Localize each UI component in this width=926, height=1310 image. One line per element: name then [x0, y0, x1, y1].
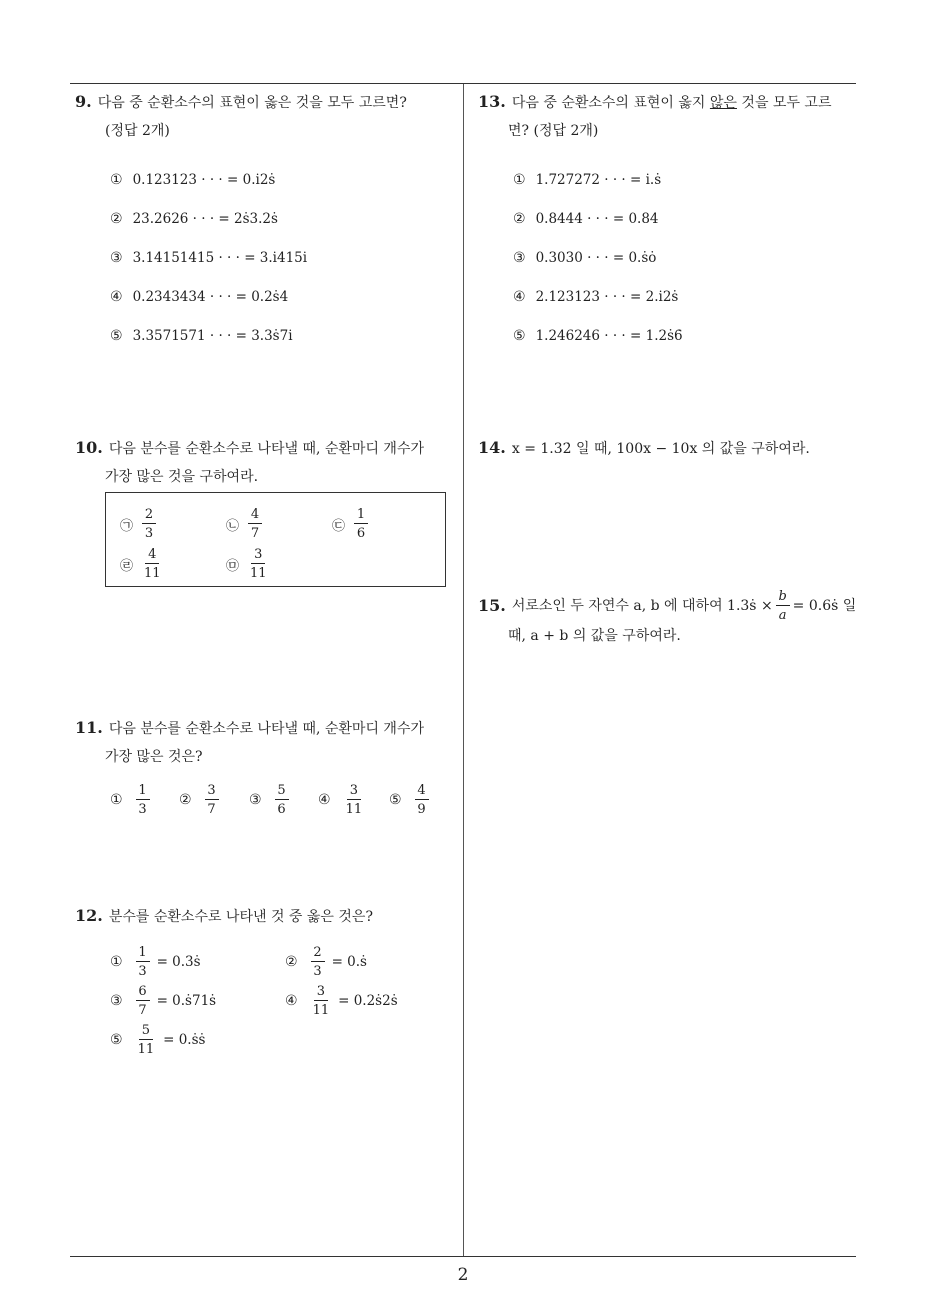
question-text-line1-b: = 0.6ṡ 일 [792, 598, 857, 614]
option-marker: ⑤ [110, 1032, 123, 1048]
option-marker: ④ [285, 993, 298, 1009]
numerator: 5 [139, 1024, 153, 1040]
option-marker: ① [513, 172, 526, 188]
option-rhs: = 0.ṡ [331, 954, 367, 970]
option-marker: ② [110, 211, 123, 227]
fraction [205, 784, 219, 816]
numerator: 3 [314, 985, 328, 1001]
option-text: 0.3030 · · · = 0.ṡȯ [535, 250, 657, 266]
option-marker: ③ [249, 792, 262, 808]
option-rhs: = 0.3ṡ [156, 954, 201, 970]
q13-option-3[interactable] [513, 250, 656, 266]
question-number: 9. [75, 92, 92, 111]
fraction [136, 946, 150, 978]
question-text-line1-a: 다음 중 순환소수의 표현이 옳지 [511, 95, 710, 111]
q11-option-1[interactable] [110, 784, 153, 816]
q12-option-4[interactable] [285, 985, 398, 1017]
option-text: 1.727272 · · · = i.ṡ [535, 172, 662, 188]
denominator: 7 [250, 526, 260, 541]
question-text-line2: (정답 2개) [105, 123, 170, 139]
option-text: 0.8444 · · · = 0.84̇ [535, 211, 659, 227]
option-marker: ④ [318, 792, 331, 808]
fraction [415, 784, 429, 816]
q13-option-1[interactable] [513, 172, 661, 188]
option-text: 3.14151415 · · · = 3.i415i [132, 250, 308, 266]
question-text-line1: 다음 분수를 순환소수로 나타낼 때, 순환마디 개수가 [108, 441, 424, 457]
denominator: 6 [356, 526, 366, 541]
denominator: 11 [250, 566, 267, 581]
fraction [142, 548, 163, 580]
numerator: 3 [205, 784, 219, 800]
option-text: 0.2343434 · · · = 0.2ṡ4̇ [132, 289, 289, 305]
option-marker: ③ [513, 250, 526, 266]
question-15 [478, 590, 863, 650]
column-separator [463, 84, 464, 1256]
option-marker: ⑤ [513, 328, 526, 344]
q10-item-3 [332, 508, 371, 540]
numerator: 6 [136, 985, 150, 1001]
fraction [776, 590, 790, 622]
q11-option-2[interactable] [179, 784, 222, 816]
denominator: 11 [137, 1042, 155, 1057]
option-rhs: = 0.ṡ71ṡ [156, 993, 217, 1009]
fraction [248, 548, 269, 580]
option-marker: ② [513, 211, 526, 227]
question-text-line2: 때, a + b 의 값을 구하여라. [508, 628, 681, 644]
q11-option-4[interactable] [318, 784, 367, 816]
question-number: 15. [478, 596, 506, 615]
fraction [344, 784, 365, 816]
question-14 [478, 434, 863, 463]
option-marker: ⑤ [389, 792, 402, 808]
numerator: 1 [136, 946, 150, 962]
question-text: x = 1.32̇ 일 때, 100x − 10x 의 값을 구하여라. [511, 441, 810, 457]
question-text-line1: 다음 중 순환소수의 표현이 옳은 것을 모두 고르면? [97, 95, 407, 111]
question-number: 13. [478, 92, 506, 111]
denominator: 9 [417, 802, 426, 817]
denominator: 6 [277, 802, 286, 817]
option-rhs: = 0.ṡṡ [163, 1032, 206, 1048]
page-number: 2 [457, 1265, 469, 1285]
question-text-line2: 가장 많은 것은? [105, 749, 203, 765]
item-marker: ㉤ [226, 558, 240, 574]
numerator: 2 [142, 508, 156, 524]
question-number: 14. [478, 438, 506, 457]
q12-option-1[interactable] [110, 946, 201, 978]
denominator: 7 [207, 802, 216, 817]
fraction [142, 508, 156, 540]
q12-option-2[interactable] [285, 946, 367, 978]
numerator: 3 [347, 784, 361, 800]
option-marker: ① [110, 792, 123, 808]
denominator: 3 [138, 802, 147, 817]
denominator: 3 [313, 964, 322, 979]
q9-option-2[interactable] [110, 211, 278, 227]
denominator: a [778, 608, 787, 623]
q10-item-2 [226, 508, 265, 540]
question-text-line1-b: 것을 모두 고르 [736, 95, 832, 111]
option-text: 0.123123 · · · = 0.i2ṡ [132, 172, 276, 188]
fraction [136, 784, 150, 816]
q13-option-5[interactable] [513, 328, 683, 344]
denominator: 11 [312, 1003, 330, 1018]
fraction [311, 985, 332, 1017]
q9-option-3[interactable] [110, 250, 307, 266]
question-13 [478, 88, 863, 145]
question-number: 12. [75, 906, 103, 925]
question-text-line2: 면? (정답 2개) [508, 123, 599, 139]
item-marker: ㉣ [120, 558, 134, 574]
question-11 [75, 714, 460, 771]
fraction [354, 508, 368, 540]
q11-option-3[interactable] [249, 784, 292, 816]
q10-item-4 [120, 548, 166, 580]
option-text: 23.2626 · · · = 2ṡ3.2ṡ [132, 211, 278, 227]
question-text-line1: 다음 분수를 순환소수로 나타낼 때, 순환마디 개수가 [108, 721, 424, 737]
denominator: 11 [345, 802, 363, 817]
denominator: 11 [144, 566, 161, 581]
q13-option-4[interactable] [513, 289, 678, 305]
numerator: b [776, 590, 790, 606]
item-marker: ㉡ [226, 518, 240, 534]
denominator: 7 [138, 1003, 147, 1018]
item-marker: ㉠ [120, 518, 134, 534]
q12-option-3[interactable] [110, 985, 216, 1017]
q13-option-2[interactable] [513, 211, 659, 227]
q10-item-5 [226, 548, 272, 580]
fraction [275, 784, 289, 816]
q9-option-5[interactable] [110, 328, 293, 344]
q9-option-1[interactable] [110, 172, 275, 188]
q11-option-5[interactable] [389, 784, 432, 816]
option-marker: ④ [513, 289, 526, 305]
numerator: 2 [311, 946, 325, 962]
option-marker: ⑤ [110, 328, 123, 344]
fraction [311, 946, 325, 978]
q9-option-4[interactable] [110, 289, 288, 305]
question-text-line1-a: 서로소인 두 자연수 a, b 에 대하여 1.3ṡ × [511, 598, 773, 614]
fraction [136, 985, 150, 1017]
question-10 [75, 434, 460, 491]
option-marker: ③ [110, 993, 123, 1009]
q12-option-5[interactable] [110, 1024, 205, 1056]
numerator: 1 [354, 508, 368, 524]
denominator: 3 [138, 964, 147, 979]
numerator: 1 [136, 784, 150, 800]
numerator: 4 [145, 548, 159, 564]
numerator: 4 [415, 784, 429, 800]
option-rhs: = 0.2ṡ2ṡ [338, 993, 398, 1009]
denominator: 3 [144, 526, 154, 541]
option-text: 1.246246 · · · = 1.2ṡ6̇ [535, 328, 683, 344]
option-marker: ④ [110, 289, 123, 305]
option-marker: ② [179, 792, 192, 808]
numerator: 3 [251, 548, 265, 564]
q10-item-1 [120, 508, 159, 540]
fraction [136, 1024, 157, 1056]
option-text: 3.3571571 · · · = 3.3ṡ7i [132, 328, 293, 344]
option-marker: ① [110, 172, 123, 188]
option-marker: ② [285, 954, 298, 970]
fraction [248, 508, 262, 540]
question-number: 10. [75, 438, 103, 457]
numerator: 4 [248, 508, 262, 524]
bottom-rule [70, 1256, 856, 1257]
question-12 [75, 902, 460, 931]
question-number: 11. [75, 718, 103, 737]
option-marker: ③ [110, 250, 123, 266]
item-marker: ㉢ [332, 518, 346, 534]
question-text-line1: 분수를 순환소수로 나타낸 것 중 옳은 것은? [108, 909, 373, 925]
numerator: 5 [275, 784, 289, 800]
option-marker: ① [110, 954, 123, 970]
question-text-line2: 가장 많은 것을 구하여라. [105, 469, 259, 485]
option-text: 2.123123 · · · = 2.i2ṡ [535, 289, 679, 305]
question-text-emphasis: 않은 [709, 95, 737, 111]
question-9 [75, 88, 460, 145]
